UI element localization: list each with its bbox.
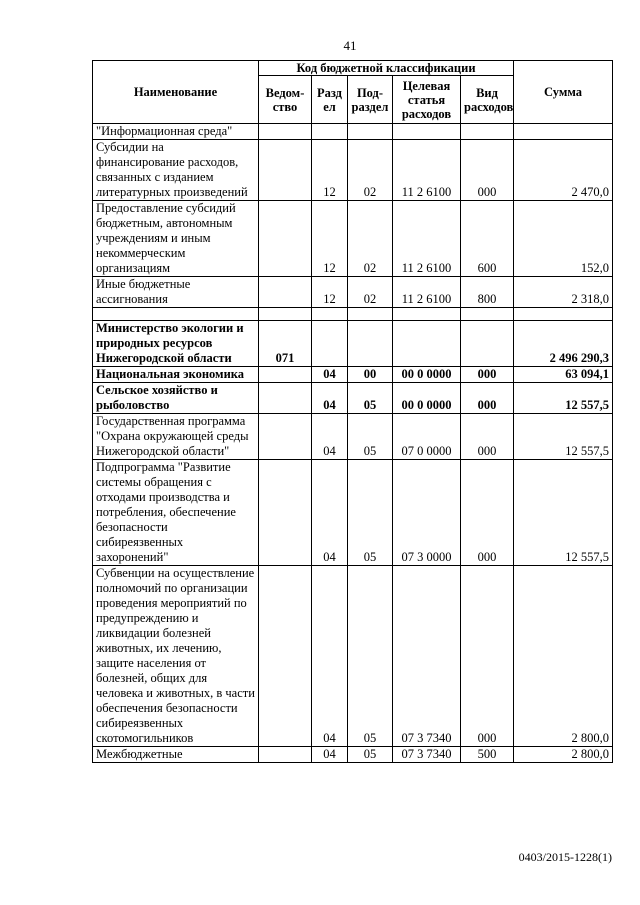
row-name-cell: Субсидии на финансирование расходов, связанных с изданием литературных произведений bbox=[93, 140, 259, 201]
row-vedomstvo-cell bbox=[259, 367, 312, 383]
row-vid-cell: 000 bbox=[461, 460, 514, 566]
row-podrazdel-cell: 05 bbox=[348, 747, 393, 763]
row-target-cell: 11 2 6100 bbox=[393, 201, 461, 277]
row-target-cell: 07 3 7340 bbox=[393, 747, 461, 763]
header-razdel: Разд ел bbox=[312, 76, 348, 124]
row-podrazdel-cell bbox=[348, 308, 393, 321]
row-name-cell: "Информационная среда" bbox=[93, 124, 259, 140]
row-podrazdel-cell: 05 bbox=[348, 414, 393, 460]
row-name-cell: Национальная экономика bbox=[93, 367, 259, 383]
row-vid-cell: 800 bbox=[461, 277, 514, 308]
row-vid-cell bbox=[461, 124, 514, 140]
row-target-cell: 11 2 6100 bbox=[393, 140, 461, 201]
row-razdel-cell: 12 bbox=[312, 277, 348, 308]
row-razdel-cell bbox=[312, 321, 348, 367]
row-podrazdel-cell: 05 bbox=[348, 566, 393, 747]
row-razdel-cell bbox=[312, 308, 348, 321]
row-razdel-cell bbox=[312, 124, 348, 140]
row-sum-cell: 12 557,5 bbox=[514, 383, 613, 414]
row-razdel-cell: 04 bbox=[312, 414, 348, 460]
row-podrazdel-cell: 05 bbox=[348, 460, 393, 566]
row-sum-cell: 12 557,5 bbox=[514, 414, 613, 460]
row-name-cell: Субвенции на осуществление полномочий по организации проведения мероприятий по предупреждению и ликвидации болезней животных, их лечению, защите населения от болезней, общих для человека и животных, в части обеспечения безопасности сибиреязвенных скотомогильников bbox=[93, 566, 259, 747]
row-target-cell bbox=[393, 124, 461, 140]
row-podrazdel-cell bbox=[348, 321, 393, 367]
row-name-cell bbox=[93, 308, 259, 321]
row-vid-cell: 000 bbox=[461, 140, 514, 201]
row-sum-cell: 2 800,0 bbox=[514, 566, 613, 747]
row-name-cell: Иные бюджетные ассигнования bbox=[93, 277, 259, 308]
row-razdel-cell: 12 bbox=[312, 140, 348, 201]
row-podrazdel-cell: 02 bbox=[348, 201, 393, 277]
row-vid-cell: 000 bbox=[461, 566, 514, 747]
table-row bbox=[93, 321, 613, 367]
row-target-cell: 11 2 6100 bbox=[393, 277, 461, 308]
row-vedomstvo-cell bbox=[259, 140, 312, 201]
row-name-cell: Подпрограмма "Развитие системы обращения с отходами производства и потребления, обеспечение безопасности сибиреязвенных захоронений" bbox=[93, 460, 259, 566]
row-sum-cell bbox=[514, 308, 613, 321]
table-row bbox=[93, 460, 613, 566]
row-vedomstvo-cell bbox=[259, 277, 312, 308]
row-podrazdel-cell: 02 bbox=[348, 140, 393, 201]
row-podrazdel-cell: 02 bbox=[348, 277, 393, 308]
header-podrazdel: Под-раздел bbox=[348, 76, 393, 124]
header-target-article: Целевая статья расходов bbox=[393, 76, 461, 124]
table-row bbox=[93, 414, 613, 460]
row-vid-cell: 500 bbox=[461, 747, 514, 763]
row-sum-cell bbox=[514, 124, 613, 140]
row-razdel-cell: 04 bbox=[312, 460, 348, 566]
row-razdel-cell: 12 bbox=[312, 201, 348, 277]
row-target-cell: 07 3 7340 bbox=[393, 566, 461, 747]
row-name-cell: Межбюджетные bbox=[93, 747, 259, 763]
row-vedomstvo-cell bbox=[259, 383, 312, 414]
row-vedomstvo-cell bbox=[259, 414, 312, 460]
row-vedomstvo-cell bbox=[259, 308, 312, 321]
header-name: Наименование bbox=[93, 61, 259, 124]
header-vedomstvo: Ведом-ство bbox=[259, 76, 312, 124]
row-target-cell bbox=[393, 308, 461, 321]
page-number: 41 bbox=[343, 38, 357, 53]
row-name-cell: Министерство экологии и природных ресурсов Нижегородской области bbox=[93, 321, 259, 367]
header-expense-type: Вид расходов bbox=[461, 76, 514, 124]
row-sum-cell: 2 496 290,3 bbox=[514, 321, 613, 367]
row-vedomstvo-cell bbox=[259, 566, 312, 747]
row-vedomstvo-cell bbox=[259, 460, 312, 566]
row-name-cell: Сельское хозяйство и рыболовство bbox=[93, 383, 259, 414]
table-row bbox=[93, 201, 613, 277]
header-sum: Сумма bbox=[514, 61, 613, 124]
row-vedomstvo-cell bbox=[259, 124, 312, 140]
table-row bbox=[93, 367, 613, 383]
table-row bbox=[93, 124, 613, 140]
row-name-cell: Предоставление субсидий бюджетным, автономным учреждениям и иным некоммерческим организациям bbox=[93, 201, 259, 277]
row-vid-cell: 600 bbox=[461, 201, 514, 277]
document-code: 0403/2015-1228(1) bbox=[518, 850, 612, 864]
table-row bbox=[93, 140, 613, 201]
budget-table bbox=[92, 60, 613, 763]
row-razdel-cell: 04 bbox=[312, 747, 348, 763]
row-sum-cell: 2 800,0 bbox=[514, 747, 613, 763]
row-podrazdel-cell: 05 bbox=[348, 383, 393, 414]
row-sum-cell: 2 470,0 bbox=[514, 140, 613, 201]
row-vedomstvo-cell bbox=[259, 201, 312, 277]
header-classification-group: Код бюджетной классификации bbox=[259, 61, 514, 76]
row-sum-cell: 2 318,0 bbox=[514, 277, 613, 308]
row-name-cell: Государственная программа "Охрана окружающей среды Нижегородской области" bbox=[93, 414, 259, 460]
table-row bbox=[93, 747, 613, 763]
row-vid-cell: 000 bbox=[461, 414, 514, 460]
table-row bbox=[93, 308, 613, 321]
row-target-cell: 07 3 0000 bbox=[393, 460, 461, 566]
row-vid-cell: 000 bbox=[461, 367, 514, 383]
row-vid-cell bbox=[461, 308, 514, 321]
row-target-cell: 00 0 0000 bbox=[393, 367, 461, 383]
row-vid-cell: 000 bbox=[461, 383, 514, 414]
row-sum-cell: 63 094,1 bbox=[514, 367, 613, 383]
row-vedomstvo-cell: 071 bbox=[259, 321, 312, 367]
row-target-cell: 07 0 0000 bbox=[393, 414, 461, 460]
row-podrazdel-cell bbox=[348, 124, 393, 140]
row-target-cell: 00 0 0000 bbox=[393, 383, 461, 414]
row-podrazdel-cell: 00 bbox=[348, 367, 393, 383]
row-razdel-cell: 04 bbox=[312, 566, 348, 747]
table-row bbox=[93, 383, 613, 414]
row-vid-cell bbox=[461, 321, 514, 367]
row-sum-cell: 152,0 bbox=[514, 201, 613, 277]
row-sum-cell: 12 557,5 bbox=[514, 460, 613, 566]
table-row bbox=[93, 566, 613, 747]
table-row bbox=[93, 277, 613, 308]
row-target-cell bbox=[393, 321, 461, 367]
row-vedomstvo-cell bbox=[259, 747, 312, 763]
row-razdel-cell: 04 bbox=[312, 367, 348, 383]
row-razdel-cell: 04 bbox=[312, 383, 348, 414]
